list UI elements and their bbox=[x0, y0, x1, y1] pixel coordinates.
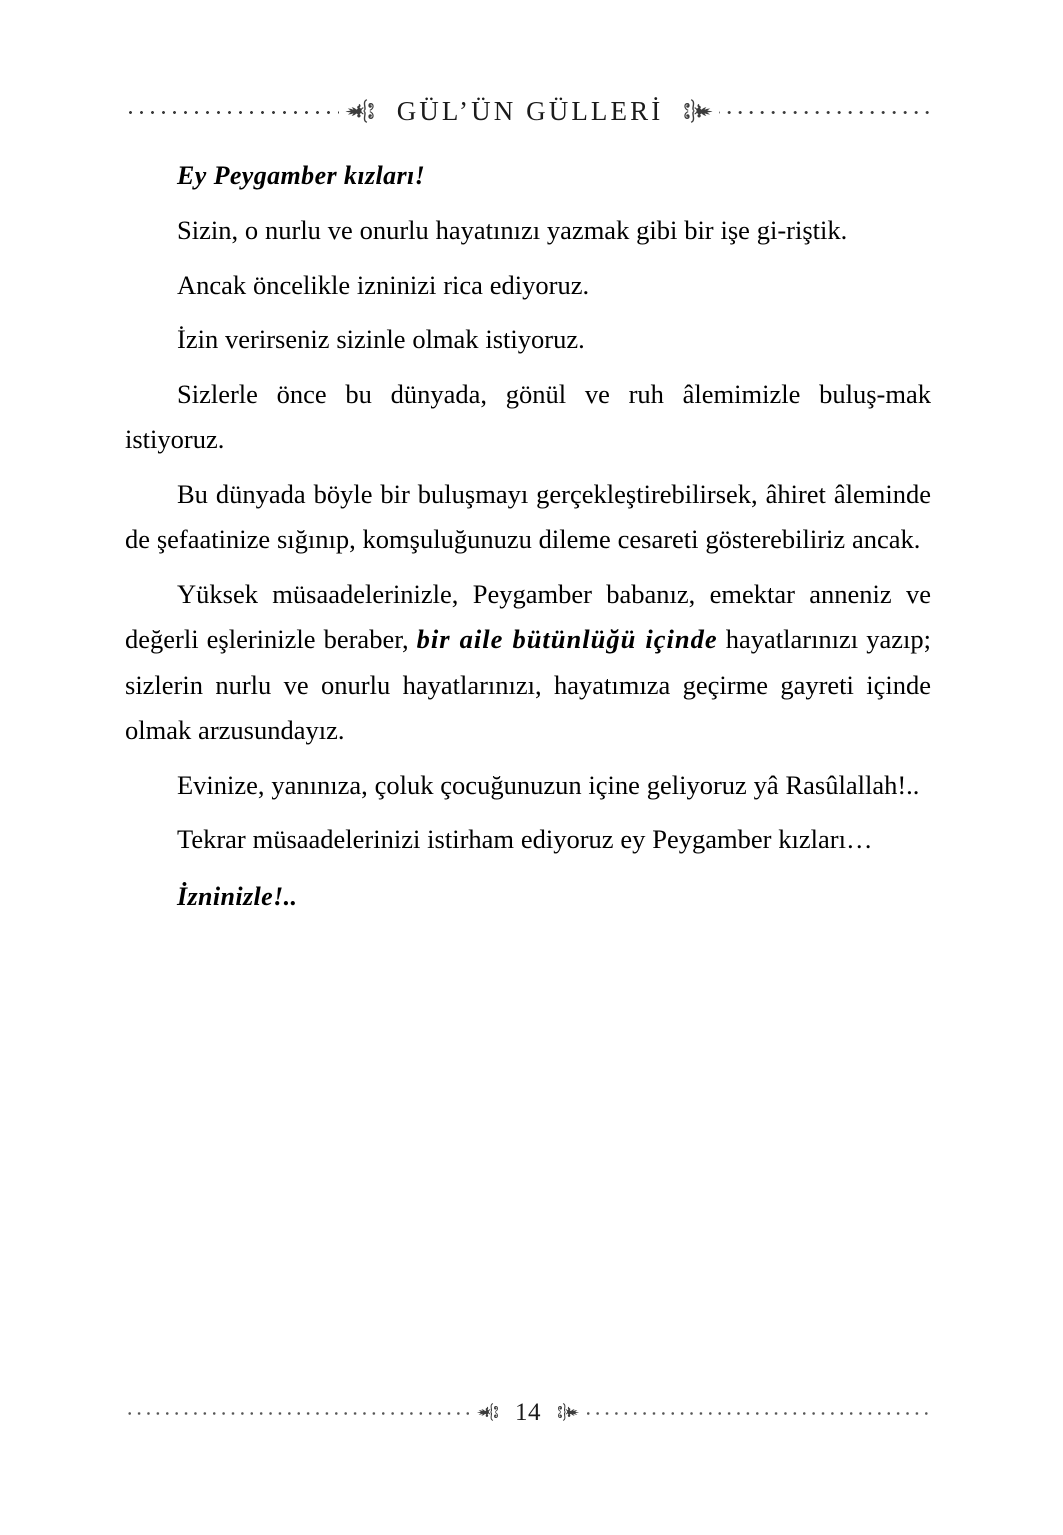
lead-heading: Ey Peygamber kızları! bbox=[177, 161, 426, 190]
closing-heading: İzninizle!.. bbox=[177, 881, 298, 911]
running-head bbox=[125, 88, 933, 134]
header-right-dotted-rule bbox=[719, 110, 933, 115]
header-left-dotted-rule bbox=[125, 110, 339, 115]
page-number: 14 bbox=[515, 1398, 541, 1426]
paragraph: Bu dünyada böyle bir buluşmayı gerçekleştirebilirsek, âhiret âleminde de şefaatinize sığınıp, komşuluğunuzu dileme cesareti gösterebiliriz ancak. bbox=[125, 478, 931, 554]
fleuron-ornament-mirrored-icon bbox=[679, 91, 719, 131]
paragraph-text-before: Yüksek müsaadelerinizle, Peygamber babanız, emektar anneniz ve değerli eşlerinizle beraber, bbox=[125, 578, 931, 654]
paragraph: Sizin, o nurlu ve onurlu hayatınızı yazmak gibi bir işe gi-riştik. bbox=[177, 215, 848, 245]
paragraph-with-emphasis bbox=[125, 572, 931, 754]
emphasized-phrase: bir aile bütünlüğü içinde bbox=[416, 624, 718, 654]
footer-left-dotted-rule bbox=[125, 1411, 472, 1416]
paragraph-text-after: hayatlarınızı yazıp; sizlerin nurlu ve onurlu hayatlarınızı, hayatımıza geçirme gayreti içinde olmak arzusundayız. bbox=[125, 624, 931, 745]
page-body bbox=[125, 155, 931, 918]
page-footer bbox=[125, 1392, 931, 1432]
footer-right-dotted-rule bbox=[584, 1411, 931, 1416]
paragraph: İzin verirseniz sizinle olmak istiyoruz. bbox=[177, 324, 585, 354]
running-head-title: GÜL’ÜN GÜLLERİ bbox=[396, 95, 664, 126]
paragraph: Evinize, yanınıza, çoluk çocuğunuzun içine geliyoruz yâ Rasûlallah!.. bbox=[177, 769, 920, 800]
paragraph: Ancak öncelikle izninizi rica ediyoruz. bbox=[177, 269, 590, 300]
paragraph: Tekrar müsaadelerinizi istirham ediyoruz ey Peygamber kızları… bbox=[177, 824, 873, 854]
fleuron-ornament-icon bbox=[339, 91, 379, 131]
fleuron-ornament-mirrored-icon bbox=[554, 1397, 584, 1427]
paragraph: Sizlerle önce bu dünyada, gönül ve ruh âlemimizle buluş-mak istiyoruz. bbox=[125, 378, 931, 454]
fleuron-ornament-icon bbox=[472, 1397, 502, 1427]
